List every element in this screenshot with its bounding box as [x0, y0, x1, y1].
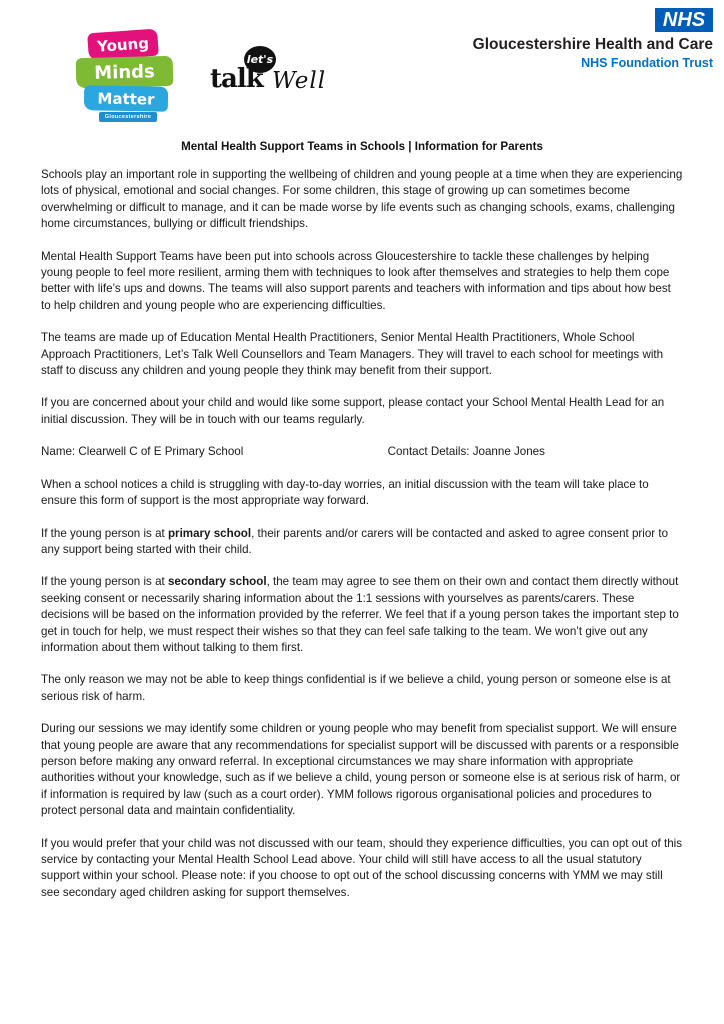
- talkwell-well-label: Well: [272, 68, 327, 94]
- body-text: If the young person is at: [41, 575, 168, 589]
- paragraphs-container: [41, 167, 683, 901]
- paragraph: [41, 721, 683, 819]
- ymm-matter-bar: [84, 85, 168, 111]
- ymm-matter-label: Matter: [97, 89, 155, 108]
- emphasized-text: primary school: [167, 526, 252, 540]
- ymm-gloucestershire-strip: Gloucestershire: [99, 112, 157, 122]
- body-text: , the team may agree to see them on their own and contact them directly without seeking consent or necessarily sharing information about the 1:1 sessions with yourselves as parents/carers. These decisions will be based on the information provided by the referrer. We feel that if a young person takes the important step to get in touch for help, we must respect their wishes so that they can feel safe talking to the team. We won’t give out any information about them without talking to them first.: [41, 575, 679, 654]
- ymm-young-label: Young: [96, 33, 150, 56]
- contact-row: [41, 444, 683, 460]
- document-title: Mental Health Support Teams in Schools | Information for Parents: [181, 140, 543, 153]
- body-text: The only reason we may not be able to keep things confidential is if we believe a child, young person or someone else is at serious risk of harm.: [41, 673, 671, 703]
- document-header: [0, 0, 724, 135]
- nhs-logo-icon: NHS: [655, 8, 713, 32]
- school-name: Name: Clearwell C of E Primary School: [41, 445, 244, 459]
- body-text: The teams are made up of Education Mental Health Practitioners, Senior Mental Health Practitioners, Whole School Approach Practitioners, Let’s Talk Well Counsellors and Team Managers. They will travel to each school for meetings with staff to discuss any children and young people they think may benefit from their support.: [41, 331, 664, 378]
- body-text: If you are concerned about your child and would like some support, please contact your School Mental Health Lead for an initial discussion. They will be in touch with our teams regularly.: [41, 396, 665, 426]
- document-body: [41, 140, 683, 917]
- talkwell-lets-label: let's: [246, 53, 274, 66]
- contact-details: Contact Details: Joanne Jones: [387, 445, 545, 459]
- body-text: Schools play an important role in supporting the wellbeing of children and young people at a time when they are experiencing lots of physical, emotional and social changes. For some children, this stage of growing up can sometimes become overwhelming or difficult to manage, and it can be made worse by life events such as changing schools, exams, challenging home circumstances, bullying or difficult friendships.: [41, 168, 683, 231]
- paragraph: [41, 167, 683, 233]
- lets-talk-well-logo: [210, 44, 330, 98]
- young-minds-matter-logo: [76, 28, 176, 120]
- nhs-foundation-trust-label: NHS Foundation Trust: [581, 56, 713, 70]
- paragraph: [41, 395, 683, 428]
- body-text: If the young person is at: [41, 526, 168, 540]
- paragraph: [41, 672, 683, 705]
- body-text: Mental Health Support Teams have been put into schools across Gloucestershire to tackle these challenges by helping young people to feel more resilient, arming them with techniques to look after themselves and strategies to help them cope better with life’s ups and downs. The teams will also support parents and teachers with information and tips about how best to help children and young people who are experiencing difficulties.: [41, 249, 671, 312]
- nhs-trust-logo: [473, 8, 713, 70]
- body-text: During our sessions we may identify some children or young people who may benefit from specialist support. We will ensure that young people are aware that any recommendations for specialist support will be discussed with parents or a responsible person before making any onward referral. In exceptional circumstances we may share information with appropriate authorities without your knowledge, such as if we believe a child, young person or someone else is at serious risk of harm, or if information is required by law (such as a court order). YMM follows rigorous organisational policies and procedures to protect personal data and maintain confidentiality.: [41, 722, 681, 818]
- emphasized-text: secondary school: [167, 575, 267, 589]
- paragraph: [41, 249, 683, 315]
- paragraph: [41, 836, 683, 902]
- paragraph: [41, 477, 683, 510]
- paragraph: [41, 574, 683, 656]
- nhs-trust-name: Gloucestershire Health and Care: [472, 36, 713, 53]
- paragraph: [41, 526, 683, 559]
- body-text: , their parents and/or carers will be contacted and asked to agree consent prior to any support being started with their child.: [41, 526, 669, 556]
- paragraph: [41, 330, 683, 379]
- talkwell-talk-label: talk: [210, 64, 263, 94]
- ymm-minds-label: Minds: [93, 60, 156, 84]
- body-text: When a school notices a child is struggling with day-to-day worries, an initial discussion with the team will take place to ensure this form of support is the most appropriate way forward.: [41, 477, 649, 508]
- ymm-minds-bar: [76, 56, 174, 89]
- body-text: If you would prefer that your child was not discussed with our team, should they experience difficulties, you can opt out of this service by contacting your Mental Health School Lead above. Your child will still have access to all the usual statutory support within your school. Please note: if you choose to opt out of the school discussing concerns with YMM we may still see secondary aged children asking for support themselves.: [41, 836, 683, 899]
